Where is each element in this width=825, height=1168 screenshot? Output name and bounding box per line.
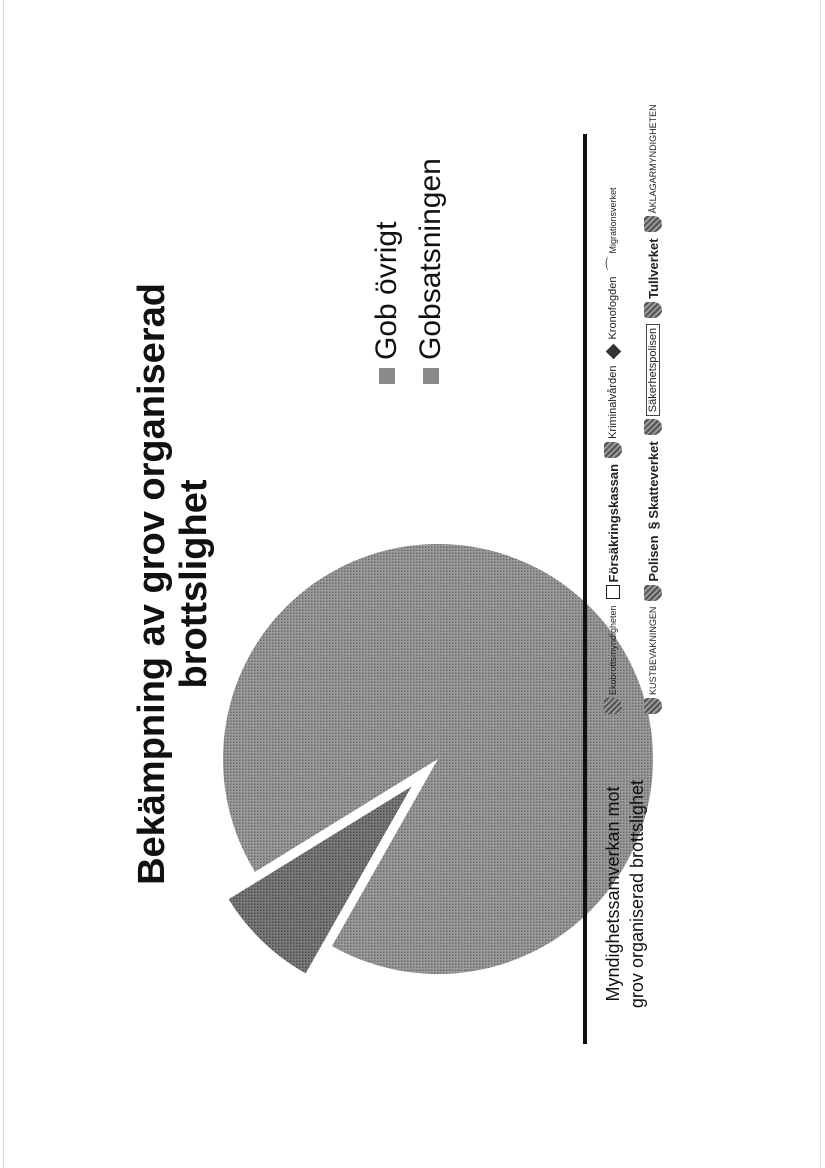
slide-footer [583,84,713,1084]
square-icon [606,585,620,599]
logo-label: Säkerhetspolisen [646,324,660,416]
rotated-slide [113,84,713,1084]
crest-icon [604,698,622,714]
legend-swatch [379,368,395,384]
swirl-icon: § [645,521,661,530]
legend-label: Gobsatsningen [414,158,447,360]
logo-kustbevakningen [644,607,662,714]
footer-title-line-1: Myndighetssamverkan mot [603,786,623,1002]
footer-title [601,744,649,1044]
logo-kronofogden [607,277,619,360]
slide-title-line-2: brottslighet [173,479,215,689]
logo-label: Migrationsverket [608,187,618,254]
crest-icon [644,698,662,714]
logo-ekobrottsmyndigheten [604,605,622,714]
legend-label: Gob övrigt [370,221,403,360]
chart-legend [365,158,453,384]
logo-label: Försäkringskassan [605,463,621,583]
logo-label: KUSTBEVAKNINGEN [648,606,658,695]
logo-forsakringskassan [606,464,621,600]
logo-sakerhetspolisen [644,324,662,435]
logo-label: Kriminalvården [607,365,619,439]
logo-label: Ekobrottsmyndigheten [608,605,618,695]
footer-rule [583,134,587,1044]
agency-logos [593,104,673,714]
logo-migrationsverket [603,188,623,271]
logo-row-1 [593,104,633,714]
logo-skatteverket [645,441,661,529]
logo-label: Kronofogden [607,276,619,340]
logo-tullverket [644,238,662,317]
crest-icon [644,585,662,601]
crest-icon [604,442,622,458]
logo-row-2 [633,104,673,714]
logo-label: Tullverket [645,238,661,299]
logo-label: ÅKLAGARMYNDIGHETEN [648,104,658,214]
logo-label: Polisen [645,535,661,582]
logo-aklagarmyndigheten [644,104,662,232]
scan-edge-left [3,0,4,1168]
logo-label: Skatteverket [645,441,661,519]
swoosh-icon: ⌒ [605,256,621,271]
diamond-icon [605,343,621,359]
scan-edge-right [820,0,821,1168]
legend-item-gob-ovrigt [365,158,409,384]
footer-title-line-2: grov organiserad brottslighet [627,779,647,1009]
slide-title-line-1: Bekämpning av grov organiserad [131,283,173,885]
legend-item-gobsatsningen [409,158,453,384]
logo-polisen [644,535,662,600]
crest-icon [644,419,662,435]
logo-kriminalvarden [604,366,622,458]
crest-icon [644,302,662,318]
legend-swatch [423,368,439,384]
crest-icon [644,216,662,232]
